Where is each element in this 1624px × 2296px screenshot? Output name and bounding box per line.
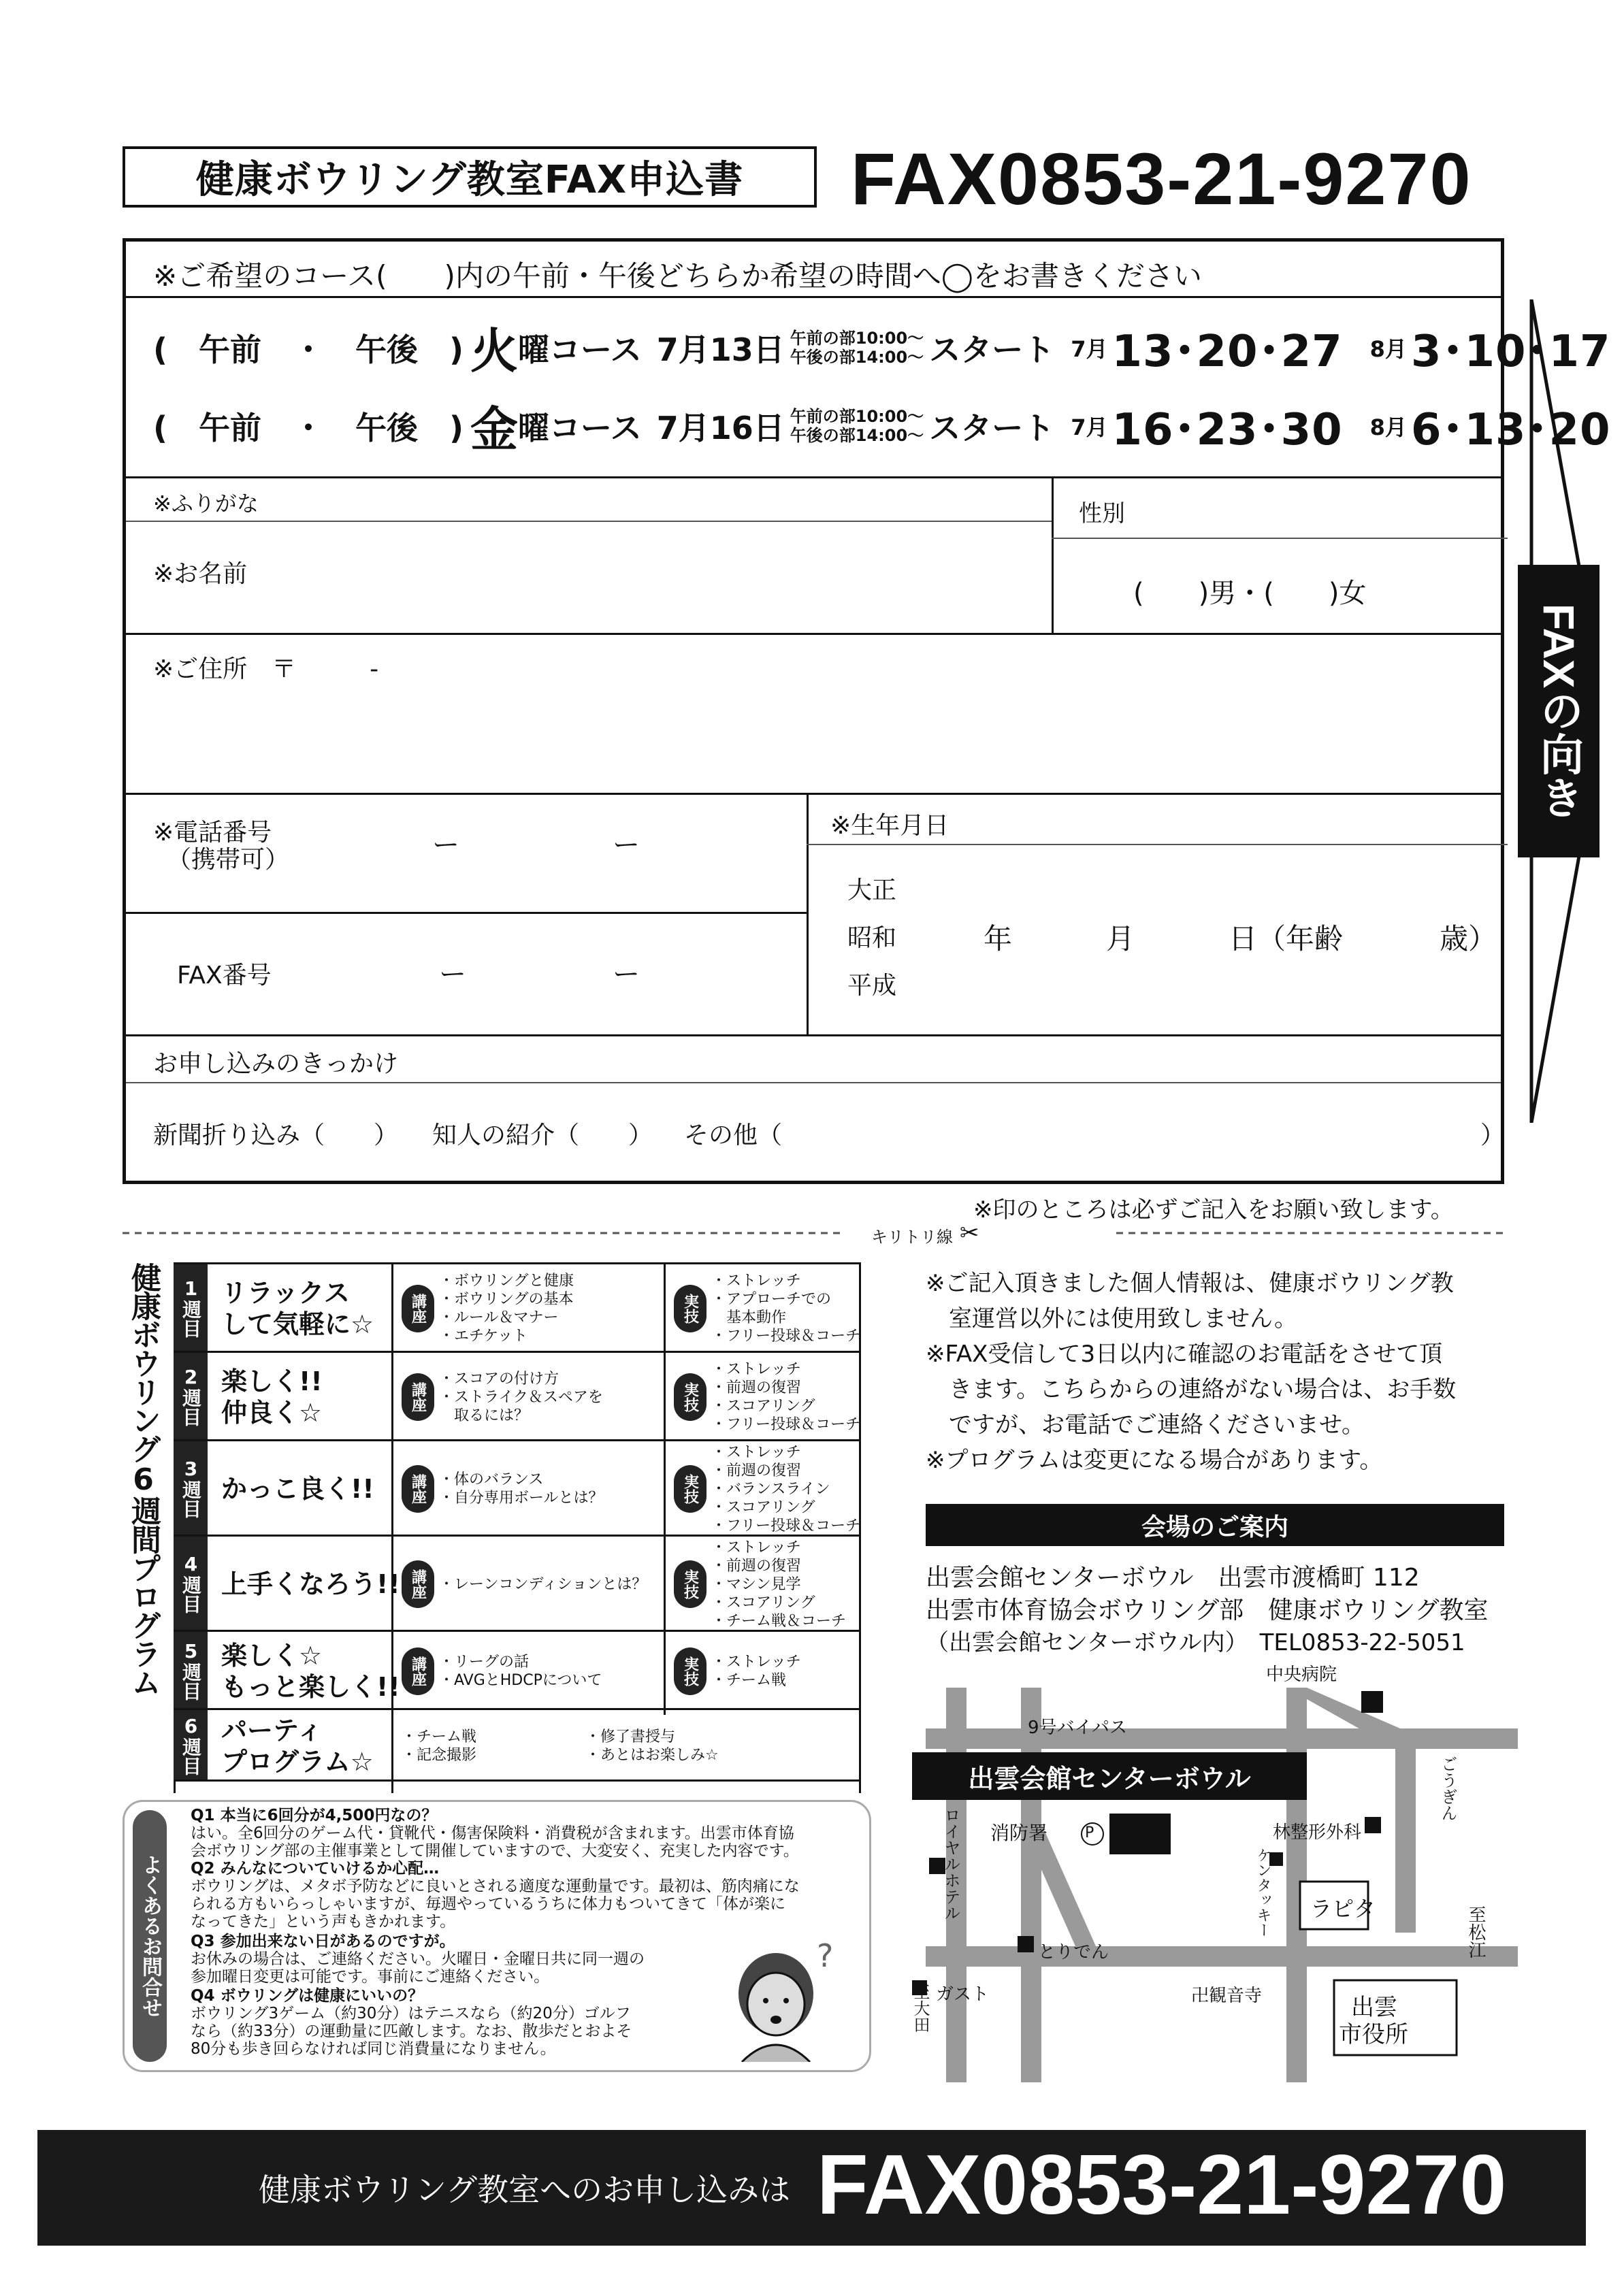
- parking-icon: P: [1085, 1824, 1094, 1841]
- practice-list: [711, 1443, 860, 1535]
- program-title: 健康ボウリング6週間プログラム: [126, 1262, 161, 1696]
- fax-label: FAX番号: [177, 962, 272, 989]
- pm-time: 午後の部14:00〜: [790, 347, 924, 367]
- map-kannon-label: 卍観音寺: [1191, 1986, 1263, 2006]
- month-label: 7月: [1071, 335, 1108, 362]
- year-unit: 年: [984, 922, 1013, 955]
- lecture-item: 取るには？: [439, 1407, 530, 1424]
- am-time: 午前の部10:00〜: [790, 328, 924, 348]
- august-dates: 3･10･17: [1410, 326, 1611, 377]
- phone-dash: ー: [432, 830, 459, 861]
- practice-list: [711, 1539, 846, 1630]
- lecture-item: ・記念撮影: [402, 1746, 477, 1764]
- week-theme-line: もっと楽しく!!: [221, 1671, 400, 1702]
- birth-label: ※生年月日: [830, 812, 949, 840]
- trigger-newspaper[interactable]: 新聞折り込み（ ）: [153, 1121, 399, 1149]
- practice-item: ・スコアリング: [711, 1594, 815, 1611]
- practice-item: ・ストレッチ: [711, 1273, 801, 1290]
- fax-dash: ー: [439, 959, 466, 990]
- practice-item: ・あとはお楽しみ☆: [585, 1746, 719, 1764]
- hospital-marker: [1361, 1691, 1383, 1713]
- practice-item: ・フリー投球＆コーチ: [711, 1416, 861, 1433]
- venue-line: 出雲会館センターボウル 出雲市渡橋町 112: [926, 1564, 1420, 1592]
- toriden-marker: [1018, 1936, 1034, 1952]
- map-fire-label: 消防署: [990, 1822, 1048, 1844]
- faq-a3-line: 参加曜日変更は可能です。事前にご連絡ください。: [191, 1968, 550, 1986]
- scissors-icon: ✂: [960, 1219, 979, 1247]
- practice-list: [711, 1360, 860, 1434]
- svg-text:?: ?: [817, 1939, 834, 1974]
- map-kfc-label: ケンタッキー: [1254, 1848, 1271, 1937]
- lecture-list: [439, 1653, 602, 1690]
- program-week-row: [174, 1441, 861, 1537]
- practice-badge: 実技: [674, 1647, 707, 1695]
- week-theme: [221, 1366, 323, 1428]
- july-dates: 16･23･30: [1111, 404, 1343, 455]
- lecture-badge: 講座: [402, 1465, 434, 1513]
- footer-fax-number: FAX0853-21-9270: [817, 2138, 1507, 2232]
- lecture-item: ・ルール＆マナー: [439, 1309, 559, 1326]
- start-label: スタート: [929, 331, 1055, 368]
- program-week-row: [174, 1710, 861, 1782]
- confirm-note: きます。こちらからの連絡がない場合は、お手数: [926, 1376, 1457, 1403]
- trigger-other[interactable]: その他（: [684, 1121, 783, 1149]
- confirm-note: ※FAX受信して3日以内に確認のお電話をさせて頂: [926, 1341, 1443, 1368]
- form-title: 健康ボウリング教室FAX申込書: [123, 146, 817, 208]
- lecture-item: ・エチケット: [439, 1328, 528, 1345]
- practice-list: [711, 1653, 801, 1690]
- practice-item: ・修了書授与: [585, 1728, 676, 1745]
- lecture-item: ・ストライク＆スペアを: [439, 1388, 603, 1406]
- week-number: 5週目: [174, 1632, 208, 1708]
- lecture-item: ・体のバランス: [439, 1471, 544, 1488]
- map-rapita-label: ラピタ: [1310, 1896, 1376, 1922]
- practice-item: ・前週の復習: [711, 1379, 802, 1396]
- practice-badge: 実技: [674, 1560, 707, 1608]
- day-age-unit: 日（年齢: [1229, 922, 1344, 955]
- era-taisho[interactable]: 大正: [847, 876, 897, 904]
- lecture-badge: 講座: [402, 1647, 434, 1695]
- gender-label: 性別: [1079, 500, 1125, 527]
- cut-line: [123, 1225, 1504, 1241]
- map-matsue-label: 至松江: [1465, 1905, 1486, 1958]
- month-label: 8月: [1369, 414, 1407, 440]
- lecture-badge: 講座: [402, 1285, 434, 1332]
- practice-item: ・スコアリング: [711, 1498, 815, 1516]
- cut-line-label: キリトリ線: [871, 1228, 953, 1247]
- phone-sub-label: （携帯可）: [167, 846, 290, 874]
- practice-item: ・ストレッチ: [711, 1443, 801, 1461]
- week-theme: [221, 1473, 374, 1505]
- practice-badge: 実技: [674, 1285, 707, 1332]
- week-theme-line: 楽しく!!: [221, 1366, 323, 1396]
- practice-item: ・バランスライン: [711, 1480, 830, 1498]
- header-fax-number: FAX0853-21-9270: [851, 137, 1472, 220]
- map-cityhall-label: 出雲: [1351, 1994, 1397, 2021]
- venue-map: [905, 1660, 1518, 2082]
- ampm-choice[interactable]: ( 午前 ・ 午後 ): [153, 331, 464, 368]
- practice-item: ・チーム戦: [711, 1671, 787, 1689]
- furigana-label: ※ふりがな: [153, 491, 259, 516]
- practice-item: ・前週の復習: [711, 1462, 802, 1479]
- gender-options[interactable]: ( )男・( )女: [1133, 578, 1367, 609]
- course-row-tuesday: [153, 313, 1611, 382]
- program-change-note: ※プログラムは変更になる場合があります。: [926, 1447, 1383, 1474]
- course-instruction: ※ご希望のコース( )内の午前・午後どちらか希望の時間へ◯をお書きください: [153, 259, 1202, 293]
- week-theme-line: 仲良く☆: [221, 1398, 323, 1428]
- required-note: ※印のところは必ずご記入をお願い致します。: [973, 1196, 1454, 1224]
- week-theme-line: かっこ良く!!: [221, 1474, 374, 1504]
- name-label: ※お名前: [153, 560, 248, 588]
- era-showa[interactable]: 昭和: [847, 924, 897, 952]
- map-toriden-label: とりでん: [1038, 1942, 1109, 1963]
- course-start-date: 7月13日: [656, 331, 785, 368]
- lecture-item: ・スコアの付け方: [439, 1370, 559, 1388]
- practice-item: 基本動作: [711, 1309, 787, 1326]
- faq-q4: Q4 ボウリングは健康にいいの？: [191, 1987, 424, 2005]
- faq-a1-line: はい。全6回分のゲーム代・貸靴代・傷害保険料・消費税が含まれます。出雲市体育協: [191, 1824, 794, 1842]
- lecture-list: [439, 1370, 603, 1425]
- address-label: ※ご住所 〒 -: [153, 655, 379, 683]
- map-clinic-label: 林整形外科: [1273, 1822, 1362, 1843]
- faq-q3: Q3 参加出来ない日があるのですが。: [191, 1933, 455, 1950]
- fax-dash: ー: [613, 959, 640, 990]
- course-label: 曜コース: [518, 409, 642, 446]
- era-heisei[interactable]: 平成: [847, 972, 897, 1000]
- faq-q1: Q1 本当に6回分が4,500円なの？: [191, 1807, 438, 1824]
- clinic-marker: [1365, 1817, 1381, 1833]
- trigger-referral[interactable]: 知人の紹介（ ）: [432, 1121, 653, 1149]
- week-theme-line: リラックス: [221, 1278, 350, 1308]
- phone-dash: ー: [613, 830, 640, 861]
- six-week-program: [123, 1262, 871, 1793]
- practice-list: [585, 1728, 719, 1765]
- week-theme-line: 上手くなろう!!: [221, 1569, 400, 1599]
- practice-item: ・アプローチでの: [711, 1291, 832, 1308]
- course-start-date: 7月16日: [656, 409, 785, 446]
- map-center-label: 出雲会館センターボウル: [912, 1752, 1307, 1800]
- map-royal-label: ロイヤルホテル: [941, 1807, 960, 1921]
- practice-item: ・フリー投球＆コーチ: [711, 1328, 861, 1345]
- lecture-list: [439, 1471, 604, 1507]
- faq-a3-line: お休みの場合は、ご連絡ください。火曜日・金曜日共に同一週の: [191, 1950, 645, 1968]
- pm-time: 午後の部14:00〜: [790, 425, 924, 445]
- lecture-item: ・レーンコンディションとは？: [439, 1575, 647, 1593]
- faq-a4-line: 80分も歩き回らなければ同じ消費量になりません。: [191, 2040, 556, 2058]
- bowling-center-marker: [1109, 1814, 1171, 1854]
- practice-item: ・マシン見学: [711, 1575, 801, 1593]
- week-theme: [221, 1640, 400, 1703]
- faq-a2-line: られる方もいらっしゃいますが、毎週やっているうちに体力もついてきて「体が楽に: [191, 1895, 785, 1913]
- faq-q2: Q2 みんなについていけるか心配…: [191, 1860, 440, 1877]
- lecture-list: [439, 1272, 574, 1345]
- week-theme-line: 楽しく☆: [221, 1640, 323, 1671]
- program-week-row: [174, 1264, 861, 1353]
- thinking-woman-illustration: [715, 1939, 851, 2062]
- lecture-badge: 講座: [402, 1373, 434, 1421]
- program-week-row: [174, 1353, 861, 1441]
- practice-list: [711, 1272, 860, 1345]
- map-gogin-label: ごうぎん: [1438, 1756, 1457, 1821]
- week-theme: [221, 1569, 400, 1600]
- practice-item: ・ストレッチ: [711, 1539, 801, 1556]
- trigger-close: ）: [1480, 1121, 1506, 1149]
- faq-a2-line: なってきた」という声もきかれます。: [191, 1913, 456, 1931]
- july-dates: 13･20･27: [1111, 326, 1343, 377]
- course-day: 金: [470, 401, 519, 457]
- month-label: 7月: [1071, 414, 1108, 440]
- faq-a4-line: なら（約33分）の運動量に匹敵します。なお、散歩だとおよそ: [191, 2022, 632, 2040]
- venue-heading: 会場のご案内: [926, 1504, 1504, 1546]
- practice-item: ・ストレッチ: [711, 1361, 801, 1378]
- footer-text: 健康ボウリング教室へのお申し込みは: [259, 2171, 791, 2208]
- program-week-row: [174, 1632, 861, 1710]
- lecture-item: ・自分専用ボールとは？: [439, 1490, 604, 1507]
- lecture-list: [402, 1728, 476, 1765]
- map-hospital-label: 中央病院: [1266, 1664, 1337, 1685]
- ampm-choice[interactable]: ( 午前 ・ 午後 ): [153, 409, 464, 446]
- practice-item: ・フリー投球＆コーチ: [711, 1517, 861, 1535]
- lecture-item: ・チーム戦: [402, 1728, 477, 1745]
- faq-a2-line: ボウリングは、メタボ予防などに良いとされる適度な運動量です。最初は、筋肉痛にな: [191, 1877, 800, 1895]
- phone-label: ※電話番号: [153, 819, 272, 847]
- lecture-item: ・ボウリングと健康: [439, 1273, 574, 1290]
- course-row-friday: [153, 391, 1611, 460]
- venue-line: （出雲会館センターボウル内） TEL0853-22-5051: [926, 1629, 1465, 1656]
- week-theme: [221, 1715, 374, 1777]
- week-number: 1週目: [174, 1264, 208, 1351]
- course-label: 曜コース: [518, 331, 642, 368]
- practice-item: ・スコアリング: [711, 1398, 815, 1415]
- practice-item: ・前週の復習: [711, 1557, 802, 1575]
- am-time: 午前の部10:00〜: [790, 406, 924, 426]
- lecture-item: ・AVGとHDCPについて: [439, 1671, 602, 1689]
- lecture-list: [439, 1575, 647, 1594]
- start-label: スタート: [929, 409, 1055, 446]
- venue-line: 出雲市体育協会ボウリング部 健康ボウリング教室: [926, 1596, 1489, 1624]
- week-number: 2週目: [174, 1353, 208, 1439]
- fax-direction-label: FAXの向き: [1534, 603, 1583, 819]
- trigger-label: お申し込みのきっかけ: [153, 1050, 399, 1078]
- age-unit: 歳）: [1440, 922, 1497, 955]
- faq-a1-line: 会ボウリング部の主催事業として開催していますので、大変安く、充実した内容です。: [191, 1842, 799, 1860]
- faq-a4-line: ボウリング3ゲーム（約30分）はテニスなら（約20分）ゴルフ: [191, 2005, 631, 2022]
- week-theme-line: プログラム☆: [221, 1746, 374, 1777]
- week-number: 4週目: [174, 1537, 208, 1630]
- program-week-row: [174, 1537, 861, 1632]
- week-number: 6週目: [174, 1710, 208, 1780]
- week-theme-line: パーティ: [221, 1715, 323, 1745]
- privacy-note: 室運営以外には使用致しません。: [926, 1305, 1298, 1332]
- week-theme-line: して気軽に☆: [221, 1309, 374, 1339]
- month-label: 8月: [1369, 335, 1407, 362]
- map-cityhall-label: 市役所: [1339, 2021, 1408, 2048]
- course-day: 火: [470, 323, 519, 379]
- week-theme: [221, 1277, 374, 1340]
- practice-item: ・ストレッチ: [711, 1653, 801, 1671]
- practice-badge: 実技: [674, 1373, 707, 1421]
- month-unit: 月: [1106, 922, 1135, 955]
- lecture-badge: 講座: [402, 1560, 434, 1608]
- privacy-note: ※ご記入頂きました個人情報は、健康ボウリング教: [926, 1270, 1454, 1297]
- practice-item: ・チーム戦＆コーチ: [711, 1612, 847, 1630]
- august-dates: 6･13･20: [1410, 404, 1611, 455]
- lecture-item: ・リーグの話: [439, 1653, 530, 1671]
- map-daita-label: 至大田: [911, 1984, 930, 2033]
- map-gusto-label: ガスト: [936, 1984, 990, 2005]
- faq-side-label: よくあるお問合せ: [133, 1810, 167, 2062]
- lecture-item: ・ボウリングの基本: [439, 1291, 574, 1308]
- week-number: 3週目: [174, 1441, 208, 1535]
- confirm-note: ですが、お電話でご連絡くださいませ。: [926, 1411, 1365, 1439]
- practice-badge: 実技: [674, 1465, 707, 1513]
- map-bypass-label: 9号バイパス: [1028, 1718, 1128, 1738]
